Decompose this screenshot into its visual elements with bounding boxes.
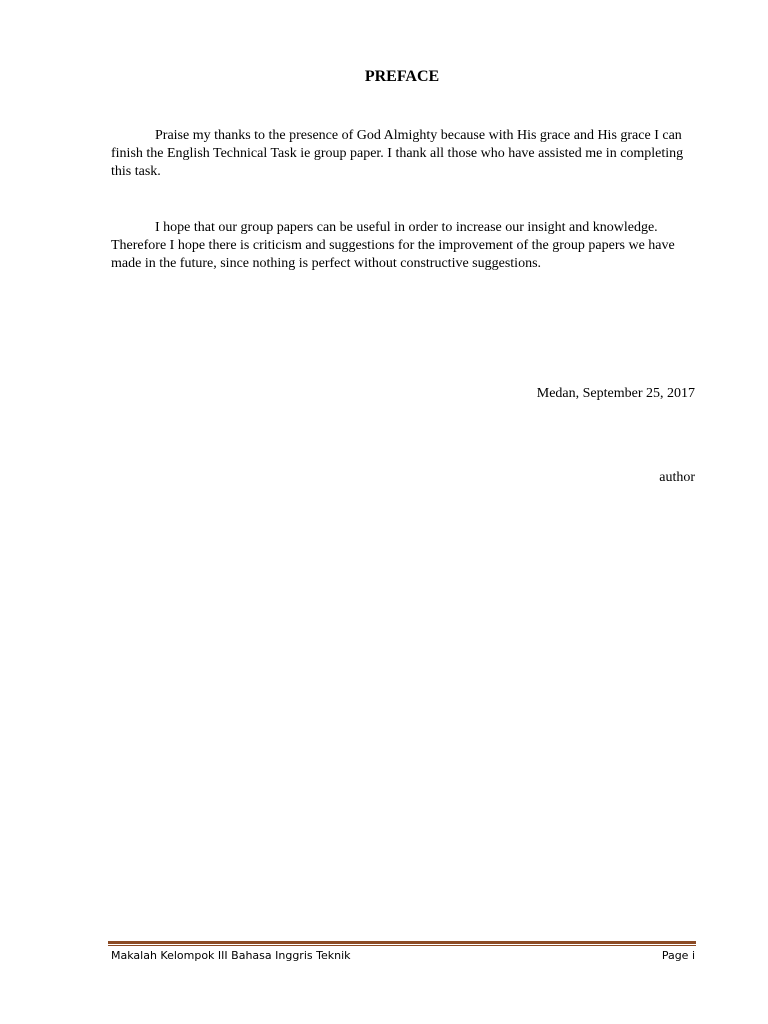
footer-rule-thin (108, 945, 696, 946)
paragraph-thanks: Praise my thanks to the presence of God Almighty because with His grace and His grace I can finish the English Technical Task ie group paper. I thank all those who have assisted me in completing this task. (111, 128, 684, 180)
page-title: PREFACE (364, 68, 440, 85)
footer-page-number: Page i (661, 949, 695, 962)
footer-title: Makalah Kelompok III Bahasa Inggris Teknik (111, 949, 351, 962)
place-date: Medan, September 25, 2017 (536, 386, 695, 401)
signature-author: author (659, 470, 695, 485)
paragraph-hope: I hope that our group papers can be useful in order to increase our insight and knowledge. Therefore I hope there is criticism and suggestions for the improvement of the group papers we have made in the future, since nothing is perfect without constructive suggestions. (111, 220, 675, 272)
footer-rule-thick (108, 941, 696, 944)
